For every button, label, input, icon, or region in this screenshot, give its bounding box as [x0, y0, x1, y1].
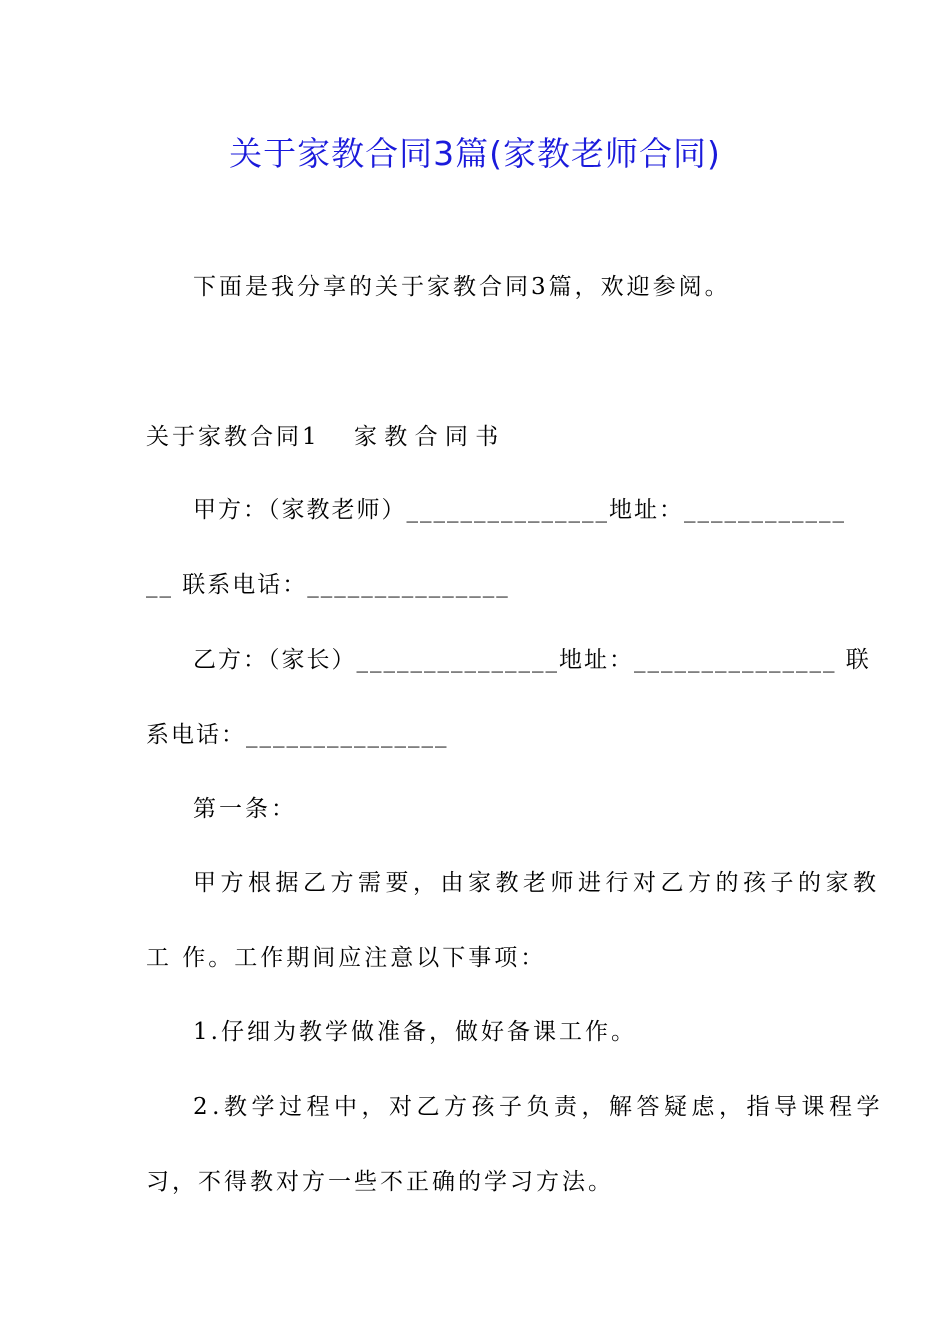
document-title: 关于家教合同3篇(家教老师合同) — [229, 134, 721, 173]
list-item-2-line-2: 习，不得教对方一些不正确的学习方法。 — [146, 1169, 614, 1195]
party-a-line-1: 甲方：（家教老师）_______________地址：____________ — [193, 497, 846, 523]
contract-heading: 家 教 合 同 书 — [354, 424, 499, 450]
paragraph-1-line-1: 甲方根据乙方需要，由家教老师进行对乙方的孩子的家教 — [193, 870, 881, 896]
intro-paragraph: 下面是我分享的关于家教合同3篇，欢迎参阅。 — [193, 274, 731, 300]
list-item-1: 1.仔细为教学做准备，做好备课工作。 — [193, 1019, 637, 1045]
party-a-line-2: __ 联系电话：_______________ — [146, 572, 510, 598]
party-b-line-1: 乙方：（家长）_______________地址：_______________ 联 — [193, 647, 871, 673]
party-b-line-2: 系电话：_______________ — [146, 722, 449, 748]
paragraph-1-line-2: 工 作。工作期间应注意以下事项： — [146, 945, 547, 971]
section-heading: 关于家教合同1 — [146, 424, 320, 450]
list-item-2-line-1: 2.教学过程中，对乙方孩子负责，解答疑虑，指导课程学 — [193, 1094, 884, 1120]
article-1-heading: 第一条： — [193, 796, 297, 822]
